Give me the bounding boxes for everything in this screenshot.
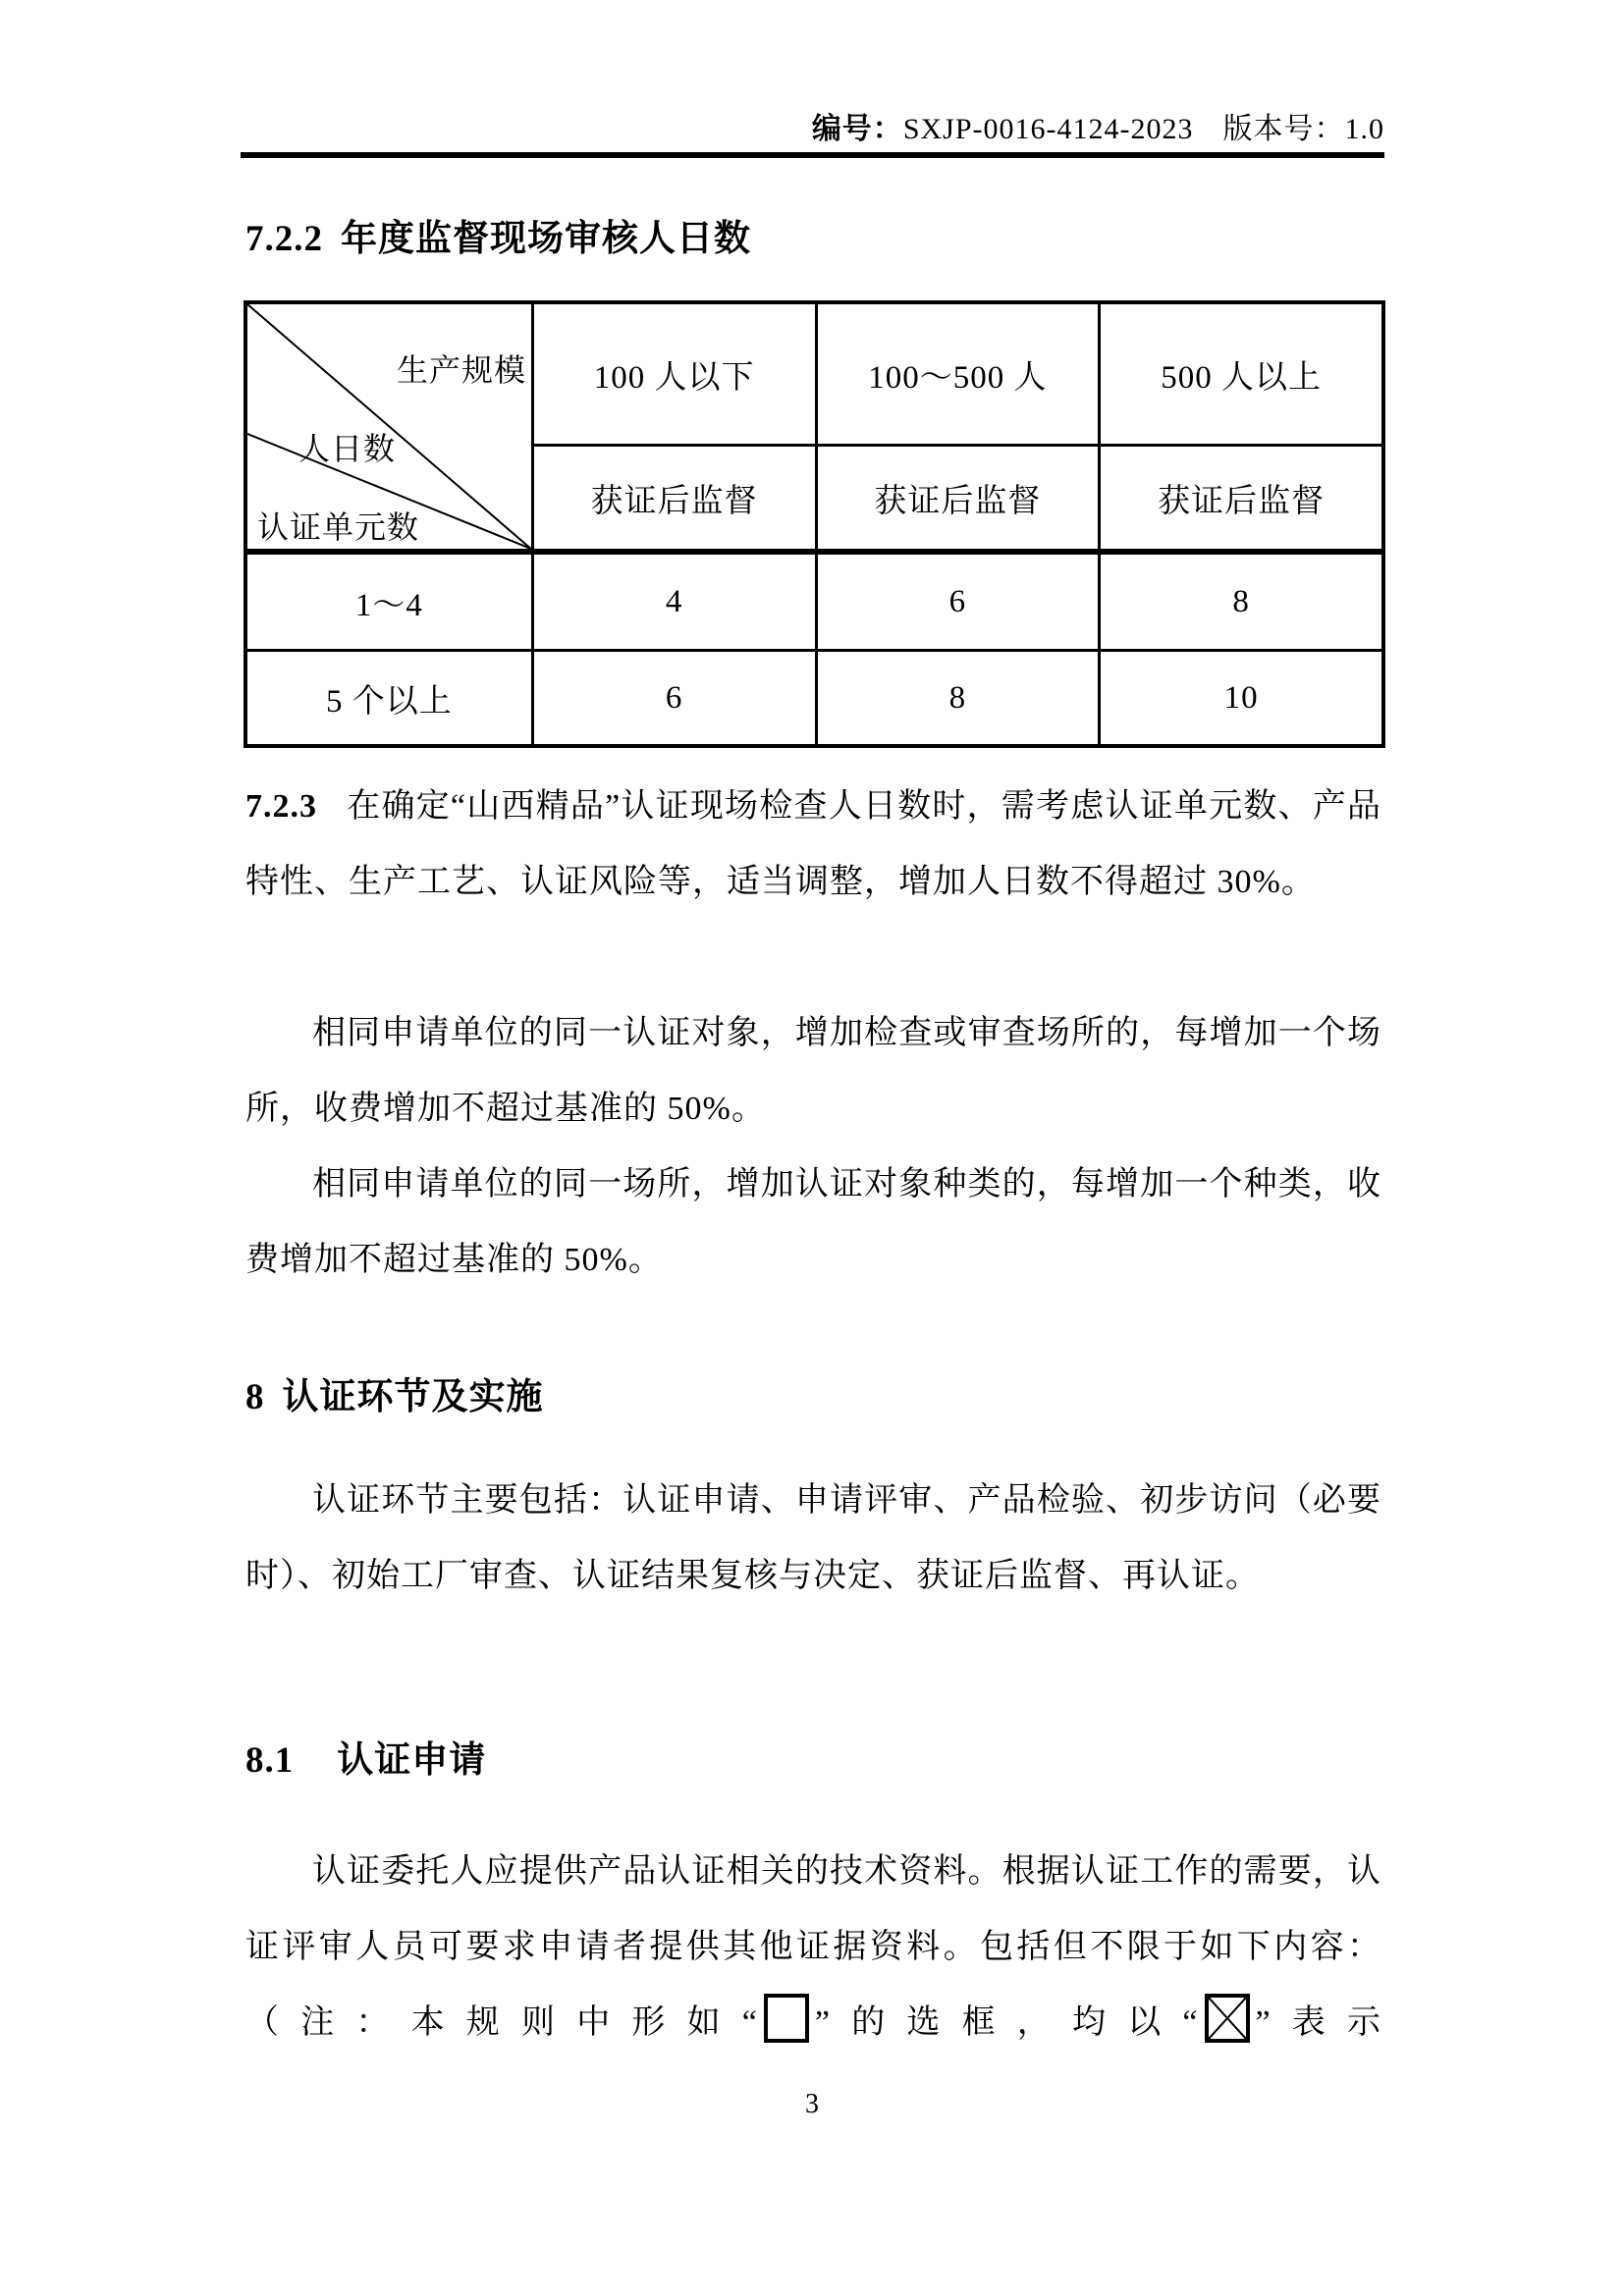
paragraph-cert-steps: 认证环节主要包括：认证申请、申请评审、产品检验、初步访问（必要时）、初始工厂审查、认证结果复核与决定、获证后监督、再认证。 <box>245 1482 1381 1594</box>
table-cell: 6 <box>815 555 1099 652</box>
section-heading-81 <box>245 1735 486 1787</box>
section-number: 7.2.2 <box>245 219 323 259</box>
row-label: 5 个以上 <box>326 683 453 720</box>
paragraph-text: 认证委托人应提供产品认证相关的技术资料。根据认证工作的需要，认证评审人员可要求申请者提供其他证据资料。包括但不限于如下内容：（注：本规则中形如“ <box>245 1853 1381 2041</box>
sub-header: 获证后监督 <box>531 447 815 555</box>
man-day-table <box>244 300 1385 748</box>
doc-version-value: 1.0 <box>1344 113 1384 145</box>
table-cell: 8 <box>1098 555 1381 652</box>
table-cell: 6 <box>531 652 815 744</box>
section-title: 认证申请 <box>337 1740 487 1781</box>
paragraph-application <box>245 1834 1381 2060</box>
document-header <box>812 104 1384 147</box>
row-label: 1～4 <box>247 555 531 652</box>
section-number: 8 <box>245 1377 265 1417</box>
paragraph-extra-site: 相同申请单位的同一认证对象，增加检查或审查场所的，每增加一个场所，收费增加不超过基准的 50%。 <box>245 1015 1381 1127</box>
sub-header: 获证后监督 <box>1098 447 1381 555</box>
col-header: 100～500 人 <box>815 304 1099 447</box>
section-number: 8.1 <box>245 1740 295 1781</box>
paragraph-text: ”的选框，均以“ <box>814 2004 1199 2041</box>
col-header: 500 人以上 <box>1098 304 1381 447</box>
doc-code-value: SXJP-0016-4124-2023 <box>902 113 1194 145</box>
section-heading-722 <box>245 214 751 265</box>
sub-header: 获证后监督 <box>815 447 1099 555</box>
table-cell: 4 <box>531 555 815 652</box>
section-heading-8 <box>245 1372 544 1423</box>
corner-label-cert-units: 认证单元数 <box>257 509 420 545</box>
table-cell: 8 <box>815 652 1099 744</box>
page-number: 3 <box>805 2089 819 2119</box>
doc-code-label: 编号： <box>811 113 903 145</box>
table-cell: 10 <box>1098 652 1381 744</box>
paragraph-723 <box>245 769 1381 920</box>
corner-label-production-scale: 生产规模 <box>397 352 527 388</box>
checked-checkbox-icon <box>1205 1994 1250 2043</box>
empty-checkbox-icon <box>764 1994 809 2043</box>
col-header: 100 人以下 <box>531 304 815 447</box>
corner-label-man-days: 人日数 <box>298 431 397 466</box>
paragraph-number: 7.2.3 <box>245 788 317 825</box>
header-rule <box>241 152 1384 158</box>
doc-version-label: 版本号： <box>1222 113 1345 145</box>
paragraph-text: 在确定“山西精品”认证现场检查人日数时，需考虑认证单元数、产品特性、生产工艺、认证风险等，适当调整，增加人日数不得超过 30%。 <box>245 788 1381 900</box>
section-title: 年度监督现场审核人日数 <box>341 219 751 259</box>
table-corner-cell <box>247 304 531 555</box>
paragraph-extra-type: 相同申请单位的同一场所，增加认证对象种类的，每增加一个种类，收费增加不超过基准的 50%。 <box>245 1166 1381 1278</box>
section-title: 认证环节及实施 <box>282 1377 544 1417</box>
paragraph-text: ”表示 <box>1255 2004 1381 2041</box>
